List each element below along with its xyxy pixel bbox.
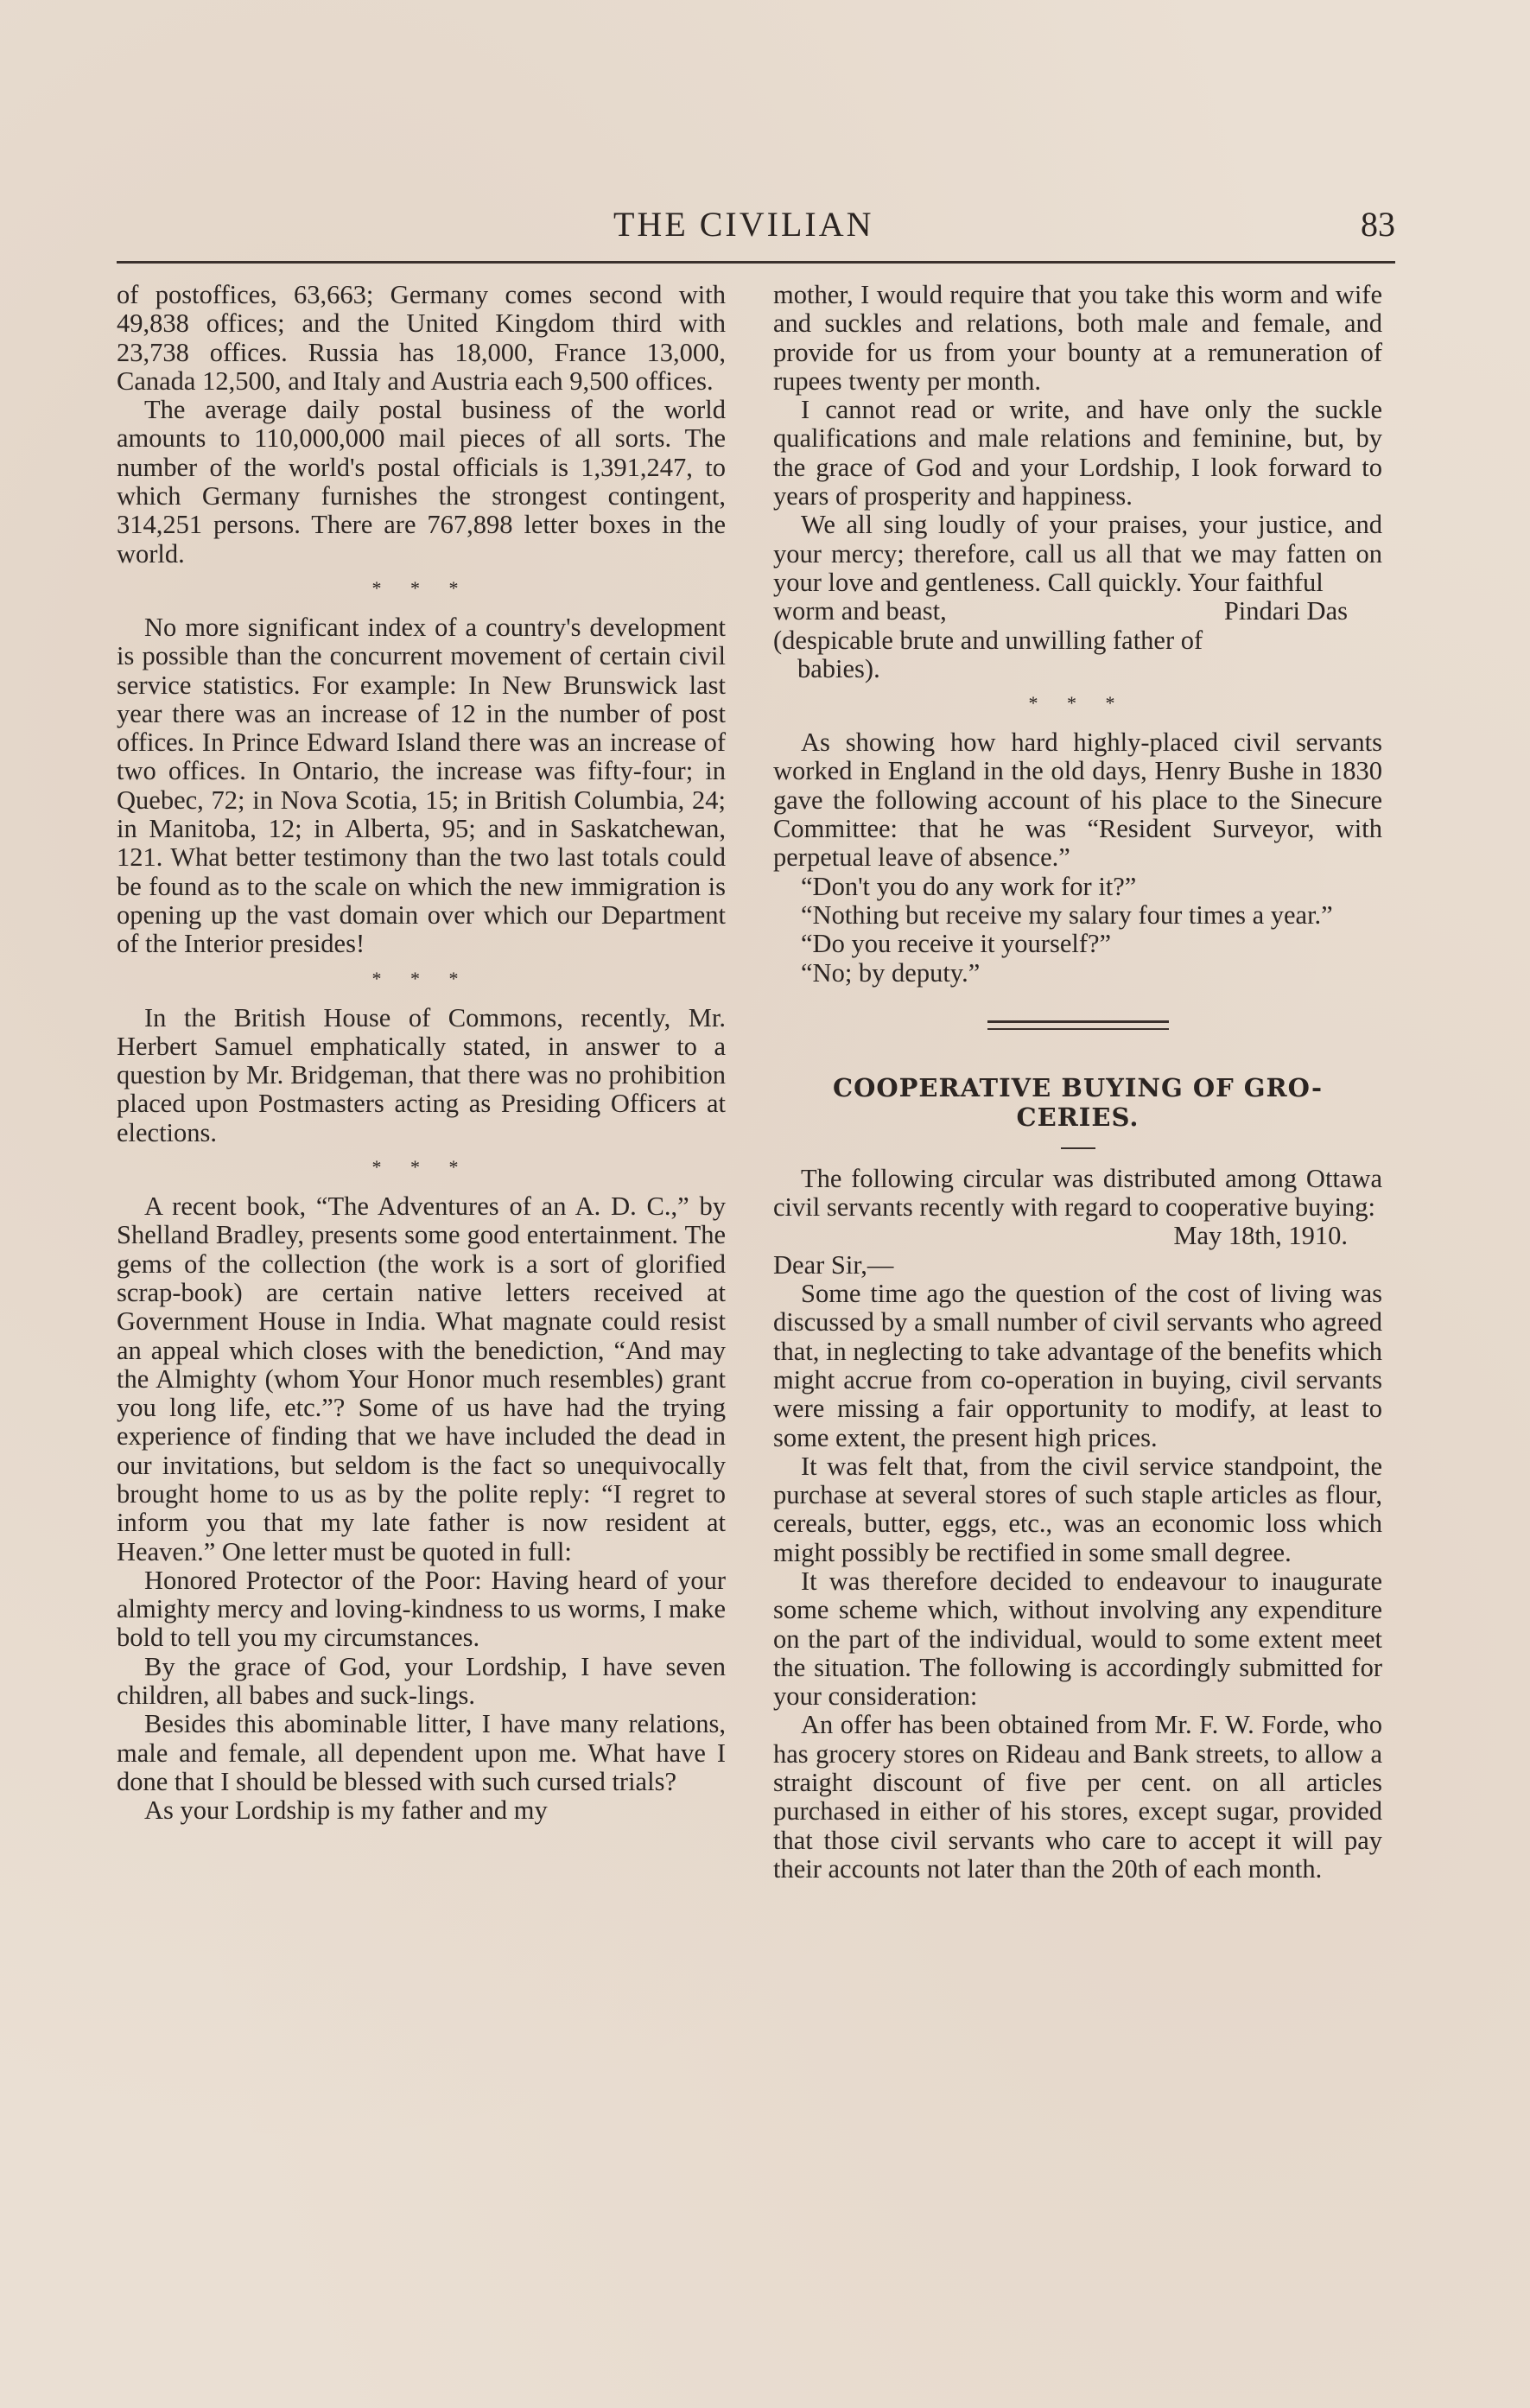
letter-salutation: Dear Sir,— [773, 1249, 894, 1280]
signature-closing: worm and beast, [773, 596, 947, 626]
paragraph: A recent book, “The Adventures of an A. D. C.,” by Shelland Bradley, presents some good entertainment. The gems of the collection (the work is a sort of glorified scrap-book) are certain native letters received at Government House in India. What magnate could resist an appeal which closes with the benediction, “And may the Almighty (whom Your Honor much resembles) grant you long life, etc.”? Some of us have had the trying experience of finding that we have included the dead in our invitations, but seldom is the fact so unequivocally brought home to us as by the polite reply: “I regret to inform you that my late father is now resident at Heaven.” One letter must be quoted in full: [117, 1191, 726, 1566]
letter-paragraph: Honored Protector of the Poor: Having heard of your almighty mercy and loving-kindness to us worms, I make bold to tell you my circumstances. [117, 1565, 726, 1653]
section-separator: * * * [1028, 692, 1127, 715]
signature-note-cont: babies). [797, 653, 880, 683]
paragraph: An offer has been obtained from Mr. F. W. Forde, who has grocery stores on Rideau and Bank streets, to allow a straight discount of five per cent. on all articles purchased in either of his stores, except sugar, provided that those civil servants who care to accept it will pay their accounts not later than the 20th of each month. [773, 1710, 1382, 1884]
article-heading [773, 1073, 1382, 1132]
section-separator: * * * [371, 967, 471, 989]
page-header [117, 199, 1395, 251]
letter-date: May 18th, 1910. [1173, 1221, 1348, 1251]
section-separator: * * * [371, 576, 471, 599]
left-column [117, 281, 726, 1826]
paragraph: In the British House of Commons, recently, Mr. Herbert Samuel emphatically stated, in answer to a question by Mr. Bridgeman, that there was no prohibition placed upon Postmasters acting as Presiding Officers at elections. [117, 1002, 726, 1147]
section-separator: * * * [371, 1156, 471, 1179]
dialogue-line: “No; by deputy.” [801, 957, 981, 988]
signature-note: (despicable brute and unwilling father of [773, 625, 1203, 655]
paragraph: The following circular was distributed among Ottawa civil servants recently with regard to cooperative buying: [773, 1163, 1382, 1223]
signature-name: Pindari Das [1223, 596, 1348, 626]
paragraph: The average daily postal business of the world amounts to 110,000,000 mail pieces of all sorts. The number of the world's postal officials is 1,391,247, to which Germany furnishes the strongest contingent, 314,251 persons. There are 767,898 letter boxes in the world. [117, 395, 726, 569]
letter-paragraph: Besides this abominable litter, I have many relations, male and female, all dependent upon me. What have I done that I should be blessed with such cursed trials? [117, 1709, 726, 1796]
paragraph: Some time ago the question of the cost of living was discussed by a small number of civil servants who agreed that, in neglecting to take advantage of the benefits which might accrue from co-operation in buying, civil servants were missing a fair opportunity to modify, at least to some extent, the present high prices. [773, 1279, 1382, 1452]
paragraph: of postoffices, 63,663; Germany comes second with 49,838 offices; and the United Kingdom third with 23,738 offices. Russia has 18,000, France 13,000, Canada 12,500, and Italy and Austria each 9,500 offices. [117, 280, 726, 396]
dialogue-line: “Nothing but receive my salary four times a year.” [801, 899, 1333, 930]
article-heading-line2: CERIES. [1016, 1102, 1140, 1132]
paragraph: It was therefore decided to endeavour to inaugurate some scheme which, without involving any expenditure on the part of the individual, would to some extent meet the situation. The following is accordingly submitted for your consideration: [773, 1566, 1382, 1712]
right-column [773, 281, 1382, 1884]
running-title: THE CIVILIAN [613, 205, 874, 244]
article-divider [987, 1020, 1169, 1030]
page-number: 83 [1361, 205, 1395, 244]
letter-paragraph: I cannot read or write, and have only the suckle qualifications and male relations and feminine, but, by the grace of God and your Lordship, I look forward to years of prosperity and happiness. [773, 395, 1382, 511]
paragraph: It was felt that, from the civil service standpoint, the purchase at several stores of such staple articles as flour, cereals, butter, eggs, etc., was an economic loss which might possibly be rectified in some small degree. [773, 1451, 1382, 1567]
paragraph: No more significant index of a country's development is possible than the concurrent movement of certain civil service statistics. For example: In New Brunswick last year there was an increase of 12 in the number of post offices. In Prince Edward Island there was an increase of two offices. In Ontario, the increase was fifty-four; in Quebec, 72; in Nova Scotia, 15; in British Columbia, 24; in Manitoba, 12; in Alberta, 95; and in Saskatchewan, 121. What better testimony than the two last totals could be found as to the scale on which the new immigration is opening up the vast domain over which our Department of the Interior presides! [117, 612, 726, 959]
letter-paragraph: mother, I would require that you take this worm and wife and suckles and relations, both male and female, and provide for us from your bounty at a remuneration of rupees twenty per month. [773, 280, 1382, 396]
dialogue-line: “Don't you do any work for it?” [801, 871, 1137, 901]
header-rule [117, 261, 1395, 264]
article-heading-line1: COOPERATIVE BUYING OF GRO- [833, 1072, 1323, 1102]
signature-line [773, 597, 1382, 626]
letter-paragraph: As your Lordship is my father and my [144, 1795, 548, 1826]
letter-paragraph: By the grace of God, your Lordship, I have seven children, all babes and suck-lings. [117, 1651, 726, 1711]
dialogue-line: “Do you receive it yourself?” [801, 929, 1112, 959]
heading-rule [1061, 1147, 1095, 1149]
paragraph: As showing how hard highly-placed civil servants worked in England in the old days, Henry Bushe in 1830 gave the following account of his place to the Sinecure Committee: that he was “Resident Surveyor, with perpetual leave of absence.” [773, 727, 1382, 873]
letter-paragraph: We all sing loudly of your praises, your justice, and your mercy; therefore, call us all that we may fatten on your love and gentleness. Call quickly. Your faithful [773, 510, 1382, 597]
